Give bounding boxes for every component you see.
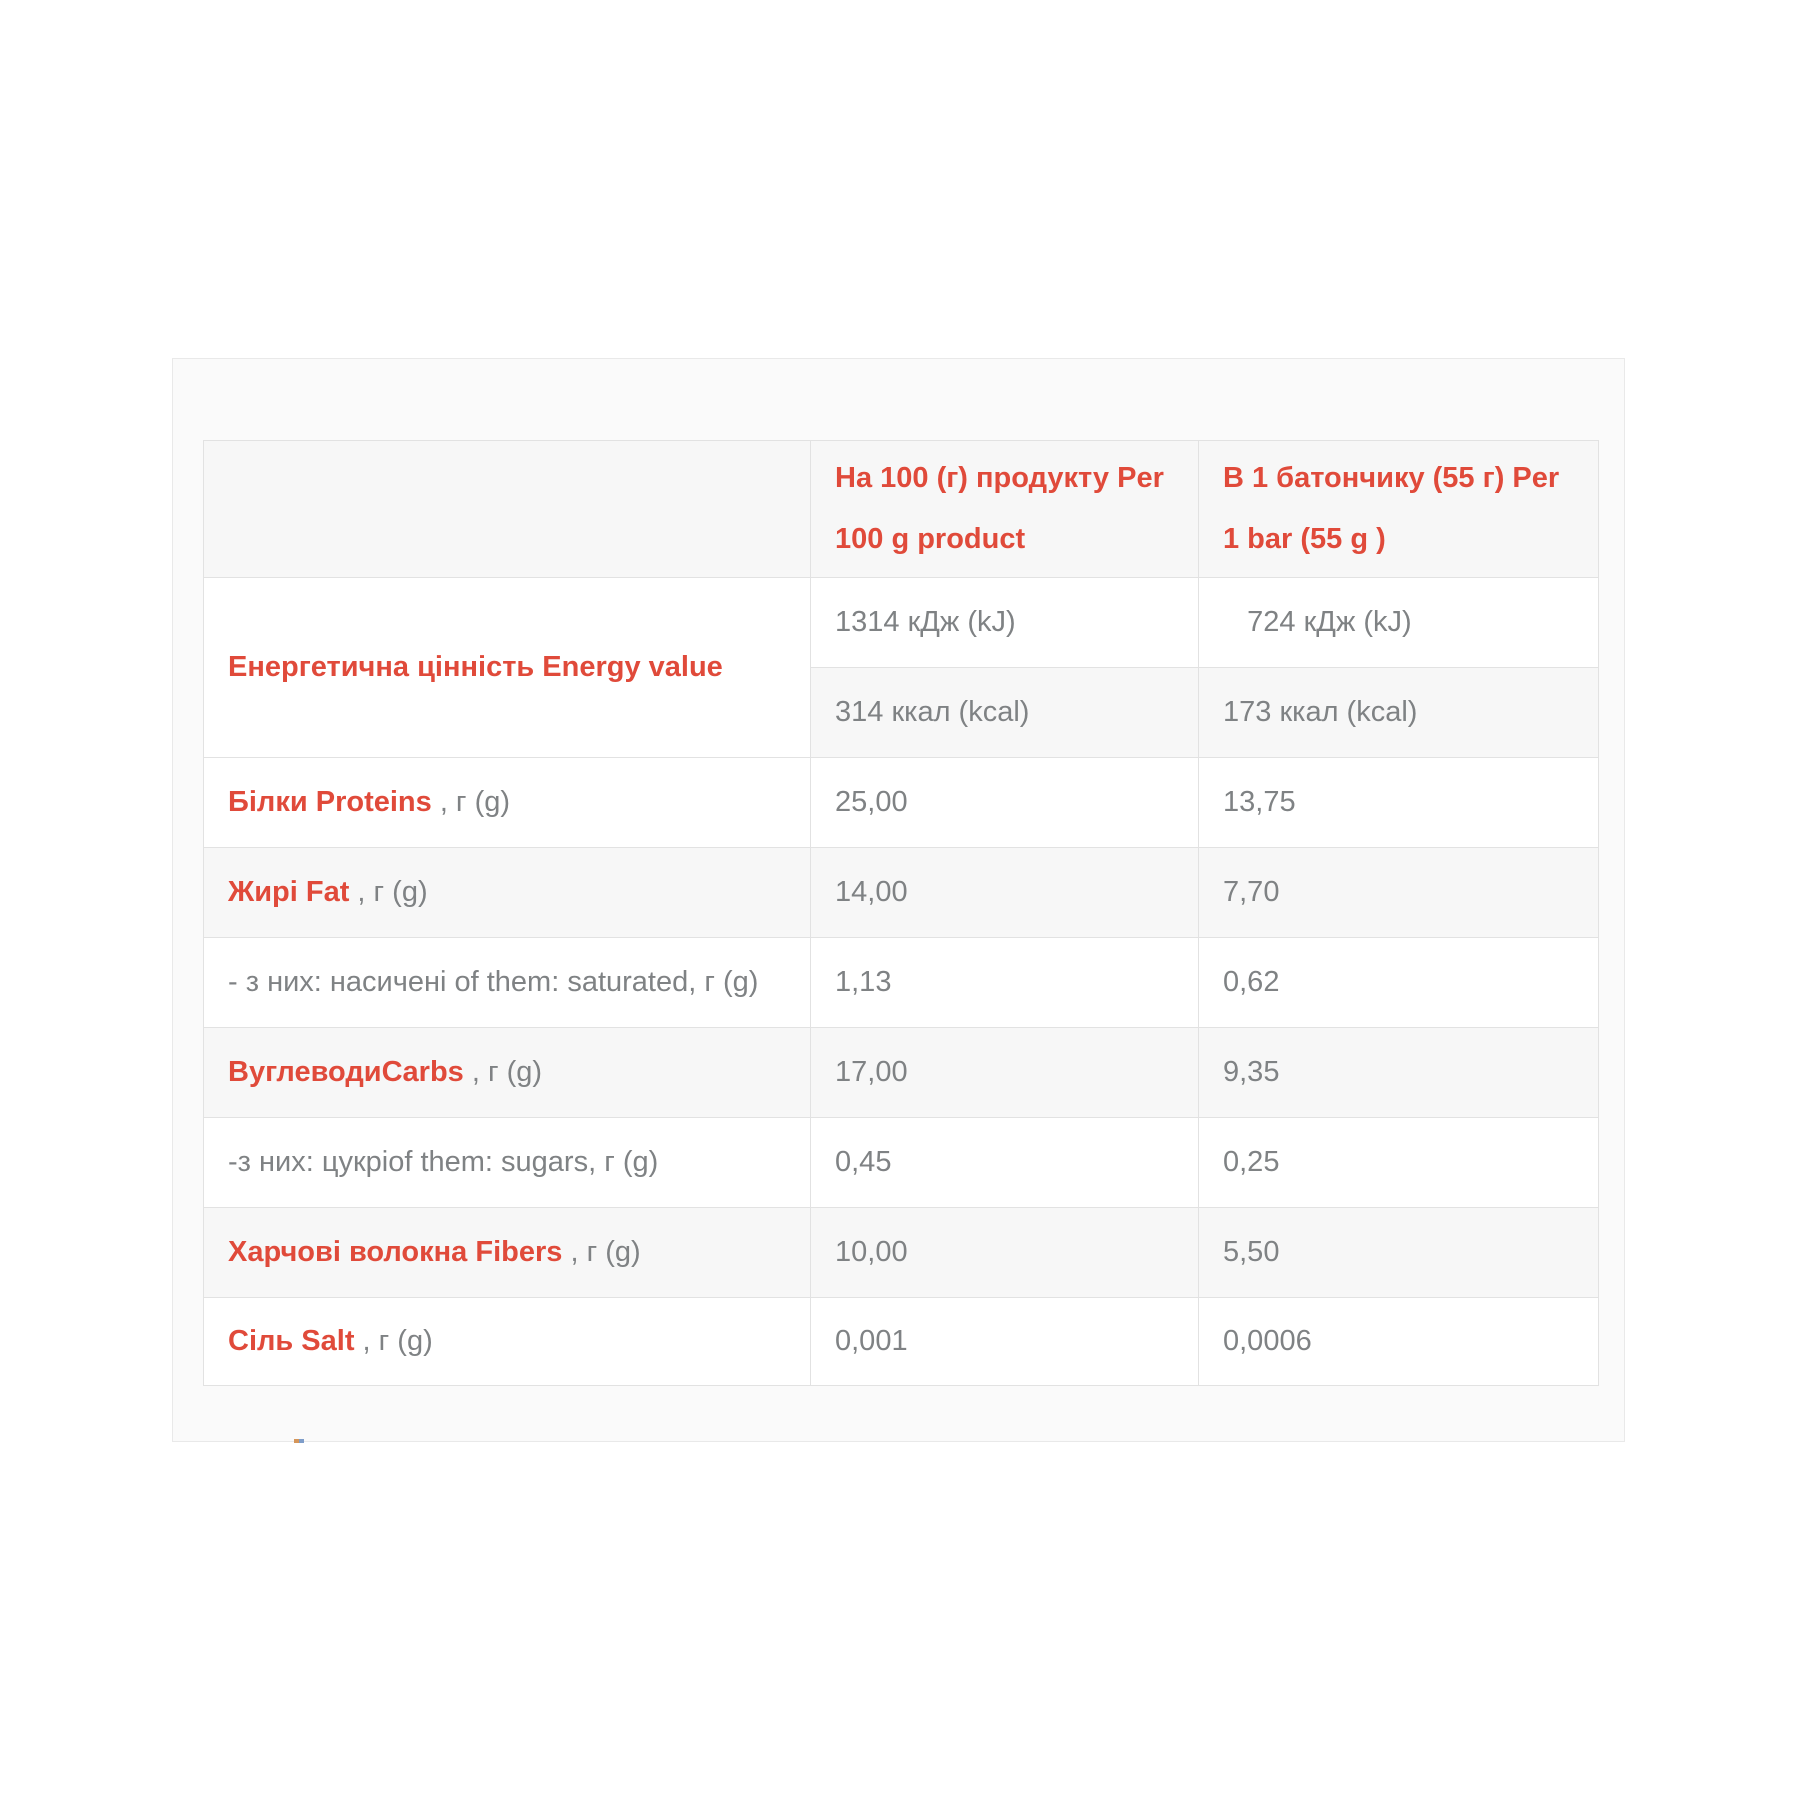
value-cell-per-bar: 13,75 bbox=[1199, 758, 1599, 848]
nutrient-name: Жирі Fat bbox=[228, 876, 350, 908]
table-row-fat bbox=[204, 848, 1599, 938]
value-cell-per-100g: 25,00 bbox=[811, 758, 1199, 848]
value-cell-per-bar: 724 кДж (kJ) bbox=[1199, 578, 1599, 668]
nutrient-label-cell bbox=[204, 1118, 811, 1208]
nutrient-name: - з них: насичені of them: saturated, г (g) bbox=[228, 966, 759, 998]
nutrient-unit: , г (g) bbox=[354, 1325, 433, 1357]
table-row-fibers bbox=[204, 1208, 1599, 1298]
nutrient-label-cell bbox=[204, 938, 811, 1028]
value-cell-per-bar: 173 ккал (kcal) bbox=[1199, 668, 1599, 758]
nutrient-label-cell bbox=[204, 1028, 811, 1118]
value-cell-per-bar: 0,62 bbox=[1199, 938, 1599, 1028]
nutrition-facts-table bbox=[203, 440, 1599, 1386]
header-cell-per-100g: На 100 (г) продукту Per 100 g product bbox=[811, 441, 1199, 578]
nutrient-label-cell bbox=[204, 578, 811, 758]
nutrient-unit: , г (g) bbox=[431, 786, 511, 818]
value-cell-per-100g: 1,13 bbox=[811, 938, 1199, 1028]
value-cell-per-bar: 5,50 bbox=[1199, 1208, 1599, 1298]
nutrient-label-cell bbox=[204, 848, 811, 938]
nutrient-label-cell bbox=[204, 1208, 811, 1298]
table-header-row bbox=[204, 441, 1599, 578]
value-cell-per-bar: 7,70 bbox=[1199, 848, 1599, 938]
table-row-saturated bbox=[204, 938, 1599, 1028]
nutrient-name: ВуглеводиCarbs bbox=[228, 1056, 464, 1088]
nutrient-name: Сіль Salt bbox=[228, 1325, 355, 1357]
nutrient-name: -з них: цукріof them: sugars, г (g) bbox=[228, 1146, 659, 1178]
value-cell-per-100g: 14,00 bbox=[811, 848, 1199, 938]
product-attributes-card bbox=[172, 358, 1625, 1442]
table-row-proteins bbox=[204, 758, 1599, 848]
nutrient-label-cell bbox=[204, 758, 811, 848]
nutrient-name: Харчові волокна Fibers bbox=[228, 1236, 563, 1268]
table-row-salt bbox=[204, 1298, 1599, 1386]
header-cell-empty bbox=[204, 441, 811, 578]
value-cell-per-bar: 9,35 bbox=[1199, 1028, 1599, 1118]
value-cell-per-100g: 0,45 bbox=[811, 1118, 1199, 1208]
header-cell-per-bar: В 1 батончику (55 г) Per 1 bar (55 g ) bbox=[1199, 441, 1599, 578]
value-cell-per-100g: 10,00 bbox=[811, 1208, 1199, 1298]
value-cell-per-bar: 0,25 bbox=[1199, 1118, 1599, 1208]
table-row-sugars bbox=[204, 1118, 1599, 1208]
nutrient-unit: , г (g) bbox=[349, 876, 428, 908]
nutrient-unit: , г (g) bbox=[463, 1056, 543, 1088]
nutrient-label-cell bbox=[204, 1298, 811, 1386]
table-row-carbs bbox=[204, 1028, 1599, 1118]
value-cell-per-100g: 1314 кДж (kJ) bbox=[811, 578, 1199, 668]
table-row-energy-kj bbox=[204, 578, 1599, 668]
value-cell-per-100g: 17,00 bbox=[811, 1028, 1199, 1118]
value-cell-per-bar: 0,0006 bbox=[1199, 1298, 1599, 1386]
cut-off-content-fragment bbox=[299, 1439, 304, 1443]
nutrient-name: Енергетична цінність Energy value bbox=[228, 651, 723, 683]
value-cell-per-100g: 314 ккал (kcal) bbox=[811, 668, 1199, 758]
nutrient-name: Білки Proteins bbox=[228, 786, 432, 818]
nutrient-unit: , г (g) bbox=[562, 1236, 641, 1268]
value-cell-per-100g: 0,001 bbox=[811, 1298, 1199, 1386]
